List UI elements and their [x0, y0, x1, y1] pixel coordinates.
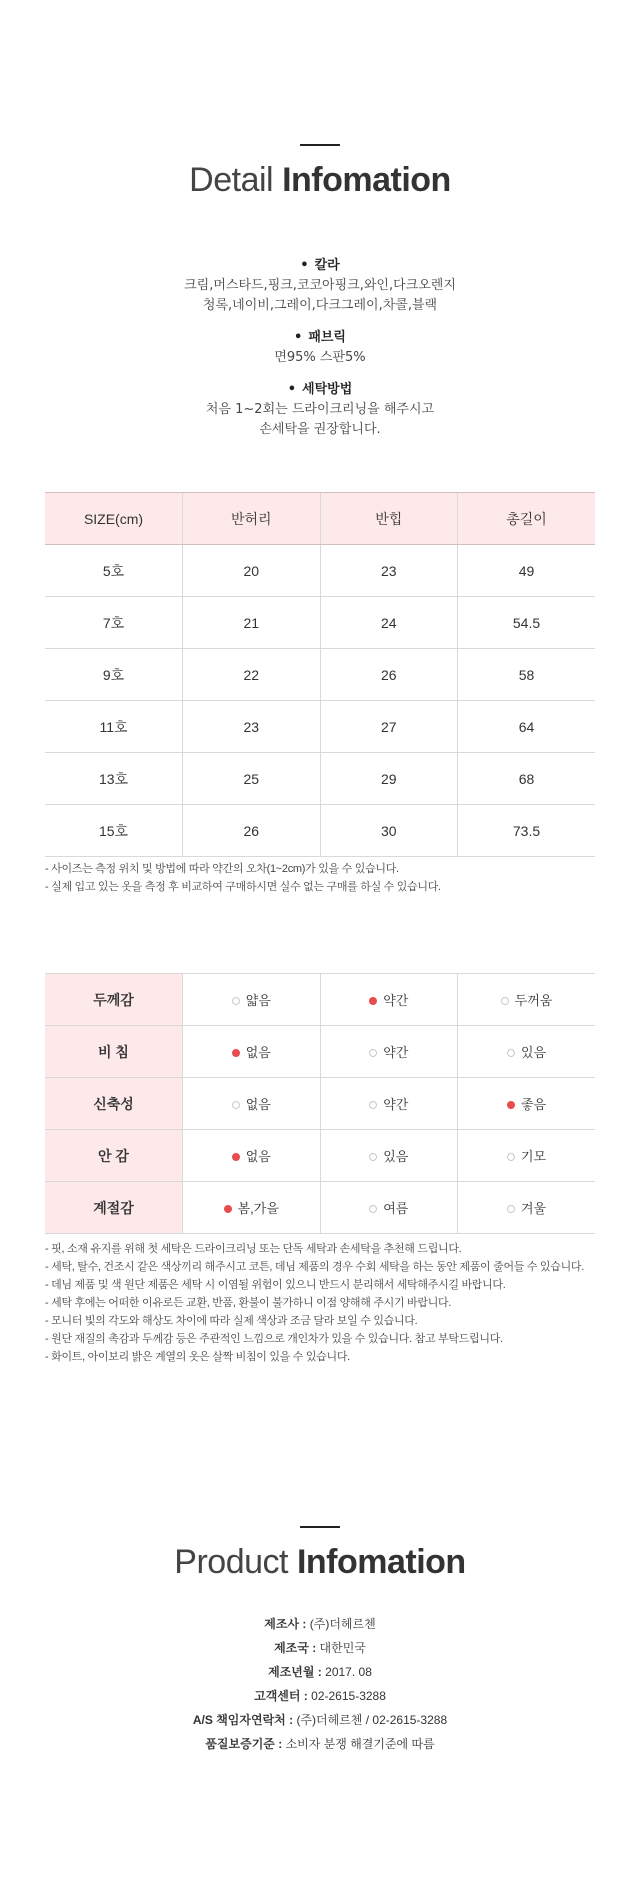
- length-cell: 73.5: [458, 805, 596, 857]
- wash-line: 손세탁을 권장합니다.: [259, 422, 381, 437]
- note-line: - 핏, 소재 유지를 위해 첫 세탁은 드라이크리닝 또는 단독 세탁과 손세탁을 추천해 드립니다.: [45, 1243, 462, 1255]
- size-header-cell: SIZE(cm): [45, 493, 183, 545]
- note-line: - 데님 제품 및 색 원단 제품은 세탁 시 이염될 위험이 있으니 반드시 분리해서 세탁해주시길 바랍니다.: [45, 1279, 506, 1291]
- hip-cell: 26: [320, 649, 458, 701]
- product-key: 제조사 :: [264, 1617, 307, 1631]
- radio-dot-icon: [369, 1153, 377, 1161]
- product-value: (주)더헤르첸: [309, 1617, 376, 1631]
- waist-cell: 21: [183, 597, 321, 649]
- waist-cell: 26: [183, 805, 321, 857]
- waist-cell: 25: [183, 753, 321, 805]
- bullet-icon: •: [294, 330, 303, 345]
- color-heading: 칼라: [314, 258, 340, 273]
- radio-dot-icon: [232, 1049, 240, 1057]
- size-table-header: [45, 493, 595, 545]
- feel-option: 있음: [320, 1130, 458, 1182]
- feel-option: 약간: [320, 1078, 458, 1130]
- size-table: [45, 492, 595, 857]
- product-row: [0, 1684, 640, 1708]
- color-line: 청록,네이비,그레이,다크그레이,차콜,블랙: [202, 298, 438, 313]
- feel-option: 없음: [183, 1026, 321, 1078]
- header-rule: [300, 1526, 340, 1528]
- table-row: [45, 701, 595, 753]
- hip-cell: 27: [320, 701, 458, 753]
- size-cell: 13호: [45, 753, 183, 805]
- product-title-bold: Infomation: [296, 1543, 466, 1581]
- note-line: - 세탁 후에는 어떠한 이유로든 교환, 반품, 환불이 불가하니 이점 양해해 주시기 바랍니다.: [45, 1297, 452, 1309]
- table-row: [45, 1182, 595, 1234]
- note-line: - 화이트, 아이보리 밝은 계열의 옷은 살짝 비침이 있을 수 있습니다.: [45, 1351, 350, 1363]
- table-row: [45, 974, 595, 1026]
- radio-dot-icon: [507, 1101, 515, 1109]
- feel-option: 없음: [183, 1078, 321, 1130]
- wash-group: [0, 380, 640, 440]
- waist-cell: 20: [183, 545, 321, 597]
- feel-option: 있음: [458, 1026, 596, 1078]
- detail-header: [0, 144, 640, 200]
- table-row: [45, 1078, 595, 1130]
- product-row: [0, 1708, 640, 1732]
- product-row: [0, 1660, 640, 1684]
- product-title: [0, 1542, 640, 1582]
- wash-heading: 세탁방법: [302, 382, 353, 397]
- header-rule: [300, 144, 340, 146]
- size-notes: [45, 860, 605, 896]
- radio-dot-icon: [369, 1049, 377, 1057]
- length-cell: 68: [458, 753, 596, 805]
- product-key: 고객센터 :: [254, 1689, 308, 1703]
- product-value: 소비자 분쟁 해결기준에 따름: [285, 1737, 435, 1751]
- length-cell: 64: [458, 701, 596, 753]
- feel-label: 안 감: [45, 1130, 183, 1182]
- product-info: [0, 1612, 640, 1756]
- size-cell: 11호: [45, 701, 183, 753]
- note-line: - 사이즈는 측정 위치 및 방법에 따라 약간의 오차(1~2cm)가 있을 수 있습니다.: [45, 863, 399, 875]
- size-cell: 7호: [45, 597, 183, 649]
- feel-option: 좋음: [458, 1078, 596, 1130]
- feel-option: 겨울: [458, 1182, 596, 1234]
- product-value: 02-2615-3288: [311, 1689, 386, 1703]
- hip-cell: 23: [320, 545, 458, 597]
- note-line: - 실제 입고 있는 옷을 측정 후 비교하여 구매하시면 실수 없는 구매를 하실 수 있습니다.: [45, 881, 441, 893]
- table-row: [45, 597, 595, 649]
- note-line: - 원단 재질의 촉감과 두께감 등은 주관적인 느낌으로 개인차가 있을 수 있습니다. 참고 부탁드립니다.: [45, 1333, 503, 1345]
- feel-option: 약간: [320, 974, 458, 1026]
- size-cell: 9호: [45, 649, 183, 701]
- product-key: 제조국 :: [274, 1641, 317, 1655]
- table-row: [45, 649, 595, 701]
- product-title-light: Product: [174, 1543, 288, 1581]
- table-row: [45, 1130, 595, 1182]
- feel-option: 두꺼움: [458, 974, 596, 1026]
- table-row: [45, 753, 595, 805]
- feel-table: [45, 973, 595, 1234]
- feel-option: 봄,가을: [183, 1182, 321, 1234]
- detail-title-bold: Infomation: [282, 161, 451, 199]
- radio-dot-icon: [369, 1205, 377, 1213]
- length-cell: 54.5: [458, 597, 596, 649]
- feel-label: 계절감: [45, 1182, 183, 1234]
- detail-title-light: Detail: [189, 161, 274, 199]
- wash-line: 처음 1~2회는 드라이크리닝을 해주시고: [205, 402, 435, 417]
- feel-label: 신축성: [45, 1078, 183, 1130]
- note-line: - 세탁, 탈수, 건조시 같은 색상끼리 해주시고 코튼, 데님 제품의 경우 수회 세탁을 하는 동안 제품이 줄어들 수 있습니다.: [45, 1261, 584, 1273]
- radio-dot-icon: [232, 997, 240, 1005]
- product-key: A/S 책임자연락처 :: [192, 1713, 294, 1727]
- feel-option: 여름: [320, 1182, 458, 1234]
- product-value: 2017. 08: [325, 1665, 372, 1679]
- size-cell: 15호: [45, 805, 183, 857]
- radio-dot-icon: [507, 1049, 515, 1057]
- waist-cell: 22: [183, 649, 321, 701]
- feel-label: 두께감: [45, 974, 183, 1026]
- table-row: [45, 805, 595, 857]
- radio-dot-icon: [232, 1101, 240, 1109]
- hip-cell: 29: [320, 753, 458, 805]
- hip-cell: 30: [320, 805, 458, 857]
- product-row: [0, 1732, 640, 1756]
- color-line: 크림,머스타드,핑크,코코아핑크,와인,다크오렌지: [184, 278, 456, 293]
- detail-title: [0, 160, 640, 200]
- radio-dot-icon: [224, 1205, 232, 1213]
- table-row: [45, 1026, 595, 1078]
- feel-option: 약간: [320, 1026, 458, 1078]
- note-line: - 모니터 빛의 각도와 해상도 차이에 따라 실제 색상과 조금 달라 보일 수 있습니다.: [45, 1315, 418, 1327]
- radio-dot-icon: [501, 997, 509, 1005]
- size-cell: 5호: [45, 545, 183, 597]
- color-group: [0, 256, 640, 316]
- feel-option: 기모: [458, 1130, 596, 1182]
- length-cell: 49: [458, 545, 596, 597]
- table-row: [45, 545, 595, 597]
- radio-dot-icon: [507, 1205, 515, 1213]
- care-notes: [45, 1240, 605, 1366]
- feel-label: 비 침: [45, 1026, 183, 1078]
- product-key: 제조년월 :: [268, 1665, 322, 1679]
- detail-info: [0, 256, 640, 452]
- bullet-icon: •: [287, 382, 297, 397]
- length-cell: 58: [458, 649, 596, 701]
- product-row: [0, 1636, 640, 1660]
- size-header-cell: 반힙: [320, 493, 458, 545]
- radio-dot-icon: [369, 997, 377, 1005]
- fabric-heading: 패브릭: [308, 330, 346, 345]
- product-header: [0, 1526, 640, 1582]
- product-row: [0, 1612, 640, 1636]
- product-value: (주)더헤르첸 / 02-2615-3288: [296, 1713, 448, 1727]
- fabric-group: [0, 328, 640, 368]
- size-header-cell: 반허리: [183, 493, 321, 545]
- hip-cell: 24: [320, 597, 458, 649]
- product-key: 품질보증기준 :: [205, 1737, 283, 1751]
- radio-dot-icon: [369, 1101, 377, 1109]
- radio-dot-icon: [507, 1153, 515, 1161]
- product-value: 대한민국: [319, 1641, 366, 1655]
- waist-cell: 23: [183, 701, 321, 753]
- feel-option: 얇음: [183, 974, 321, 1026]
- bullet-icon: •: [300, 258, 309, 273]
- size-header-cell: 총길이: [458, 493, 596, 545]
- feel-option: 없음: [183, 1130, 321, 1182]
- radio-dot-icon: [232, 1153, 240, 1161]
- fabric-line: 면95% 스판5%: [274, 350, 366, 365]
